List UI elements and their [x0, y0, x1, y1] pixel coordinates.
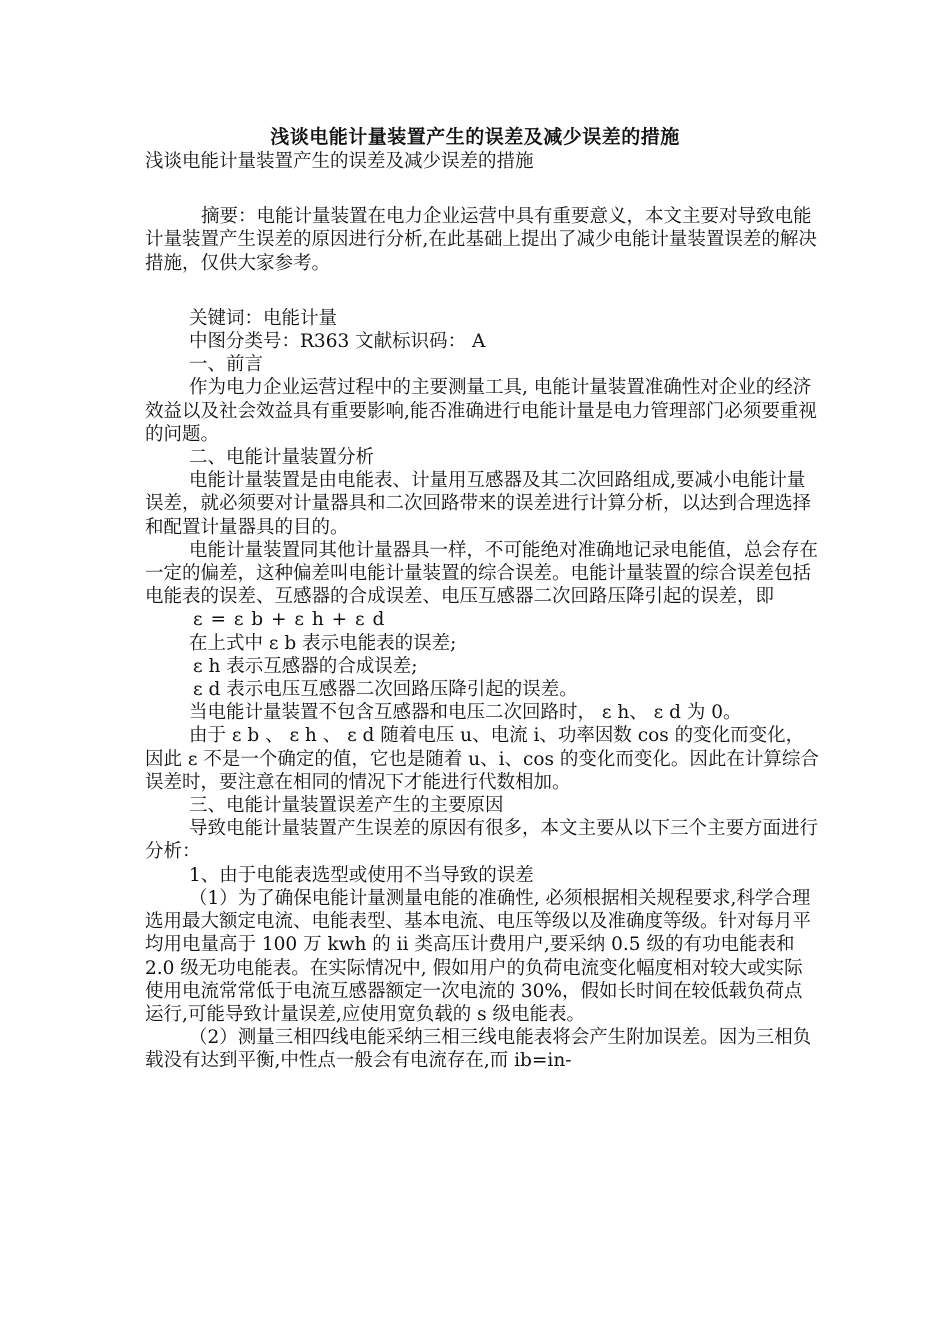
section3-paragraph-1: 导致电能计量装置产生误差的原因有很多，本文主要从以下三个主要方面进行分析： [145, 818, 819, 863]
classification-line: 中图分类号：R363 文献标识码： A [189, 331, 486, 353]
section3-item-2: （2）测量三相四线电能采纳三相三线电能表将会产生附加误差。因为三相负载没有达到平衡,中性点一般会有电流存在,而 ib=in- [145, 1027, 812, 1072]
section2-paragraph-3: 在上式中 ε b 表示电能表的误差; [189, 632, 457, 654]
section2-paragraph-7: 由于 ε b 、 ε h 、 ε d 随着电压 u、电流 i、功率因数 cos 的变化而变化，因此 ε 不是一个确定的值，它也是随着 u、i、cos 的变化而变化。因此在计算综合误差时，要注意在相同的情况下才能进行代数相加。 [145, 725, 819, 793]
section2-paragraph-6: 当电能计量装置不包含互感器和电压二次回路时， ε h、 ε d 为 0。 [189, 702, 742, 724]
document-subtitle: 浅谈电能计量装置产生的误差及减少误差的措施 [145, 151, 534, 172]
section-heading-3: 三、电能计量装置误差产生的主要原因 [189, 795, 504, 817]
section-heading-2: 二、电能计量装置分析 [189, 447, 375, 469]
keywords-line: 关键词：电能计量 [189, 307, 338, 329]
subsection-heading-1: 1、由于电能表选型或使用不当导致的误差 [189, 864, 534, 886]
section3-item-1: （1）为了确保电能计量测量电能的准确性, 必须根据相关规程要求,科学合理选用最大额定电流、电能表型、基本电流、电压等级以及准确度等级。针对每月平均用电量高于 100 万 kwh 的 ii 类高压计费用户,要采纳 0.5 级的有功电能表和 2.0 级无功电能表。在实际情况中, 假如用户的负荷电流变化幅度相对较大或实际使用电流常常低于电流互感器额定一次电流的 30%，假如长时间在较低载负荷点运行,可能导致计量误差,应使用宽负载的 s 级电能表。 [145, 887, 812, 1025]
section1-paragraph-1: 作为电力企业运营过程中的主要测量工具, 电能计量装置准确性对企业的经济效益以及社会效益具有重要影响,能否准确进行电能计量是电力管理部门必须要重视的问题。 [145, 377, 817, 445]
section-heading-1: 一、前言 [189, 354, 264, 376]
error-formula: ε = ε b + ε h + ε d [193, 609, 386, 631]
section2-paragraph-2: 电能计量装置同其他计量器具一样，不可能绝对准确地记录电能值，总会存在一定的偏差，这种偏差叫电能计量装置的综合误差。电能计量装置的综合误差包括电能表的误差、互感器的合成误差、电压互感器二次回路压降引起的误差，即 [145, 539, 819, 608]
section2-paragraph-1: 电能计量装置是由电能表、计量用互感器及其二次回路组成,要减小电能计量误差，就必须要对计量器具和二次回路带来的误差进行计算分析，以达到合理选择和配置计量器具的目的。 [145, 470, 812, 538]
section2-paragraph-5: ε d 表示电压互感器二次回路压降引起的误差。 [193, 679, 578, 701]
abstract-paragraph: 摘要：电能计量装置在电力企业运营中具有重要意义，本文主要对导致电能计量装置产生误差的原因进行分析,在此基础上提出了减少电能计量装置误差的解决措施，仅供大家参考。 [145, 206, 817, 274]
document-title: 浅谈电能计量装置产生的误差及减少误差的措施 [270, 126, 680, 148]
document-body [145, 150, 820, 1073]
section2-paragraph-4: ε h 表示互感器的合成误差; [193, 655, 418, 677]
